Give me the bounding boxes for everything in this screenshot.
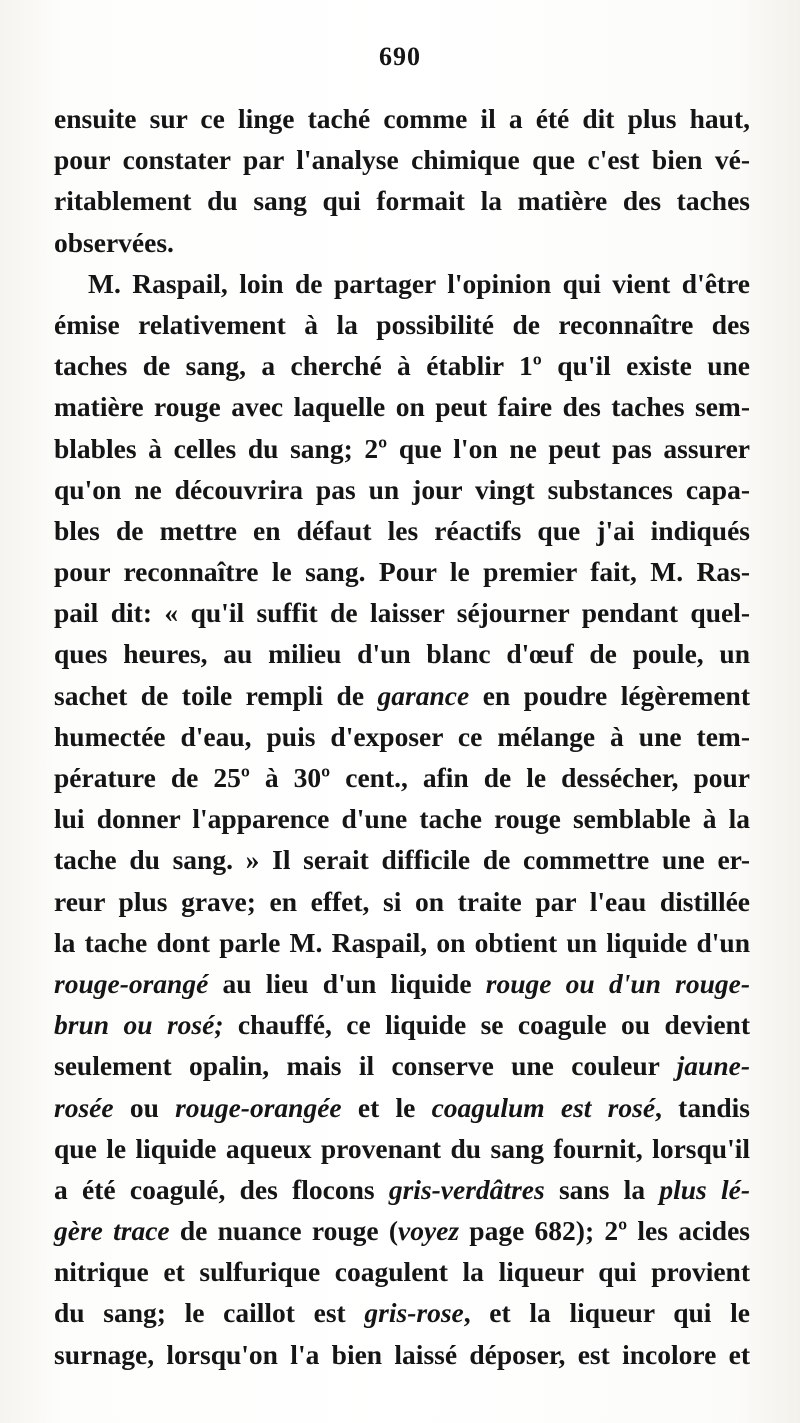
- page-number: 690: [379, 42, 421, 71]
- text-line: [54, 881, 750, 922]
- text-segment: lui donner l'apparence d'une tache rouge semblable à la: [54, 803, 750, 835]
- text-line: [54, 428, 750, 469]
- text-line: [54, 798, 750, 839]
- text-segment: page 682); 2º les acides: [459, 1215, 750, 1247]
- text-line: [54, 922, 750, 963]
- text-line: [54, 1128, 750, 1169]
- text-segment: émise relativement à la possibilité de reconnaître des: [54, 308, 750, 340]
- text-segment: surnage, lorsqu'on l'a bien laissé déposer, est incolore et: [54, 1338, 750, 1370]
- text-line: [54, 98, 750, 139]
- text-line: [54, 1251, 750, 1292]
- text-line: [54, 963, 750, 1004]
- text-segment: du sang; le caillot est: [54, 1297, 365, 1329]
- text-segment: sans la: [544, 1173, 660, 1205]
- text-segment: observées.: [54, 226, 174, 258]
- text-segment: humectée d'eau, puis d'exposer ce mélange à une tem-: [54, 720, 750, 752]
- text-line: [54, 304, 750, 345]
- text-segment: blables à celles du sang; 2º que l'on ne peut pas assurer: [54, 432, 750, 464]
- italic-text-segment: jaune-: [676, 1050, 750, 1082]
- text-segment: au lieu d'un liquide: [208, 967, 486, 999]
- text-segment: ritablement du sang qui formait la matière des taches: [54, 185, 750, 217]
- text-segment: de nuance rouge (: [169, 1215, 398, 1247]
- text-line: [54, 345, 750, 386]
- text-segment: nitrique et sulfurique coagulent la liqueur qui provient: [54, 1256, 750, 1288]
- text-segment: matière rouge avec laquelle on peut faire des taches sem-: [54, 391, 750, 423]
- text-line: [54, 263, 750, 304]
- text-line: [54, 1210, 750, 1251]
- text-segment: chauffé, ce liquide se coagule ou devient: [223, 1009, 750, 1041]
- text-segment: ensuite sur ce linge taché comme il a été dit plus haut,: [54, 103, 750, 134]
- text-line: [54, 180, 750, 221]
- text-segment: pail dit: « qu'il suffit de laisser séjourner pendant quel-: [54, 597, 750, 629]
- text-line: [54, 1169, 750, 1210]
- text-line: [54, 222, 750, 263]
- italic-text-segment: brun ou rosé;: [54, 1009, 224, 1041]
- text-line: [54, 386, 750, 427]
- text-line: [54, 716, 750, 757]
- italic-text-segment: plus lé-: [659, 1173, 751, 1205]
- text-line: [54, 675, 750, 716]
- text-line: [54, 757, 750, 798]
- text-line: [54, 1045, 750, 1086]
- text-segment: en poudre légèrement: [469, 679, 750, 711]
- text-segment: reur plus grave; en effet, si on traite par l'eau distillée: [54, 885, 750, 917]
- text-segment: sachet de toile rempli de: [54, 679, 378, 711]
- text-segment: seulement opalin, mais il conserve une couleur: [54, 1050, 677, 1082]
- italic-text-segment: rouge ou d'un rouge-: [485, 967, 751, 999]
- body-text: [54, 98, 750, 1375]
- text-line: [54, 551, 750, 592]
- text-segment: ques heures, au milieu d'un blanc d'œuf de poule, un: [54, 638, 750, 670]
- text-line: [54, 1334, 750, 1375]
- text-segment: , et la liqueur qui le: [463, 1297, 750, 1329]
- text-line: [54, 139, 750, 180]
- italic-text-segment: coagulum est rosé: [431, 1091, 656, 1123]
- text-segment: et le: [341, 1091, 432, 1123]
- italic-text-segment: rosée: [54, 1091, 114, 1123]
- text-segment: pérature de 25º à 30º cent., afin de le dessécher, pour: [54, 762, 750, 793]
- italic-text-segment: voyez: [397, 1215, 460, 1247]
- text-segment: M. Raspail, loin de partager l'opinion qui vient d'être: [88, 267, 750, 299]
- text-segment: , tandis: [655, 1091, 751, 1123]
- text-segment: pour reconnaître le sang. Pour le premier fait, M. Ras-: [54, 556, 750, 588]
- text-line: [54, 1087, 750, 1128]
- text-line: [54, 510, 750, 551]
- italic-text-segment: gris-rose: [364, 1297, 464, 1329]
- text-segment: que le liquide aqueux provenant du sang fournit, lorsqu'il: [54, 1132, 750, 1164]
- text-segment: qu'on ne découvrira pas un jour vingt substances capa-: [54, 473, 750, 505]
- italic-text-segment: garance: [377, 679, 470, 711]
- text-line: [54, 839, 750, 880]
- text-segment: pour constater par l'analyse chimique que c'est bien vé-: [54, 144, 750, 176]
- text-line: [54, 1004, 750, 1045]
- text-segment: la tache dont parle M. Raspail, on obtient un liquide d'un: [54, 926, 750, 958]
- text-line: [54, 592, 750, 633]
- text-line: [54, 633, 750, 674]
- italic-text-segment: rouge-orangée: [175, 1091, 342, 1123]
- italic-text-segment: rouge-orangé: [54, 967, 209, 999]
- text-line: [54, 469, 750, 510]
- text-segment: a été coagulé, des flocons: [54, 1173, 389, 1205]
- text-segment: bles de mettre en défaut les réactifs que j'ai indiqués: [54, 514, 750, 546]
- italic-text-segment: gris-verdâtres: [388, 1173, 545, 1205]
- text-segment: tache du sang. » Il serait difficile de commettre une er-: [54, 844, 750, 876]
- text-segment: taches de sang, a cherché à établir 1º qu'il existe une: [54, 350, 750, 382]
- italic-text-segment: gère trace: [54, 1215, 170, 1247]
- text-line: [54, 1292, 750, 1333]
- text-segment: ou: [113, 1091, 176, 1123]
